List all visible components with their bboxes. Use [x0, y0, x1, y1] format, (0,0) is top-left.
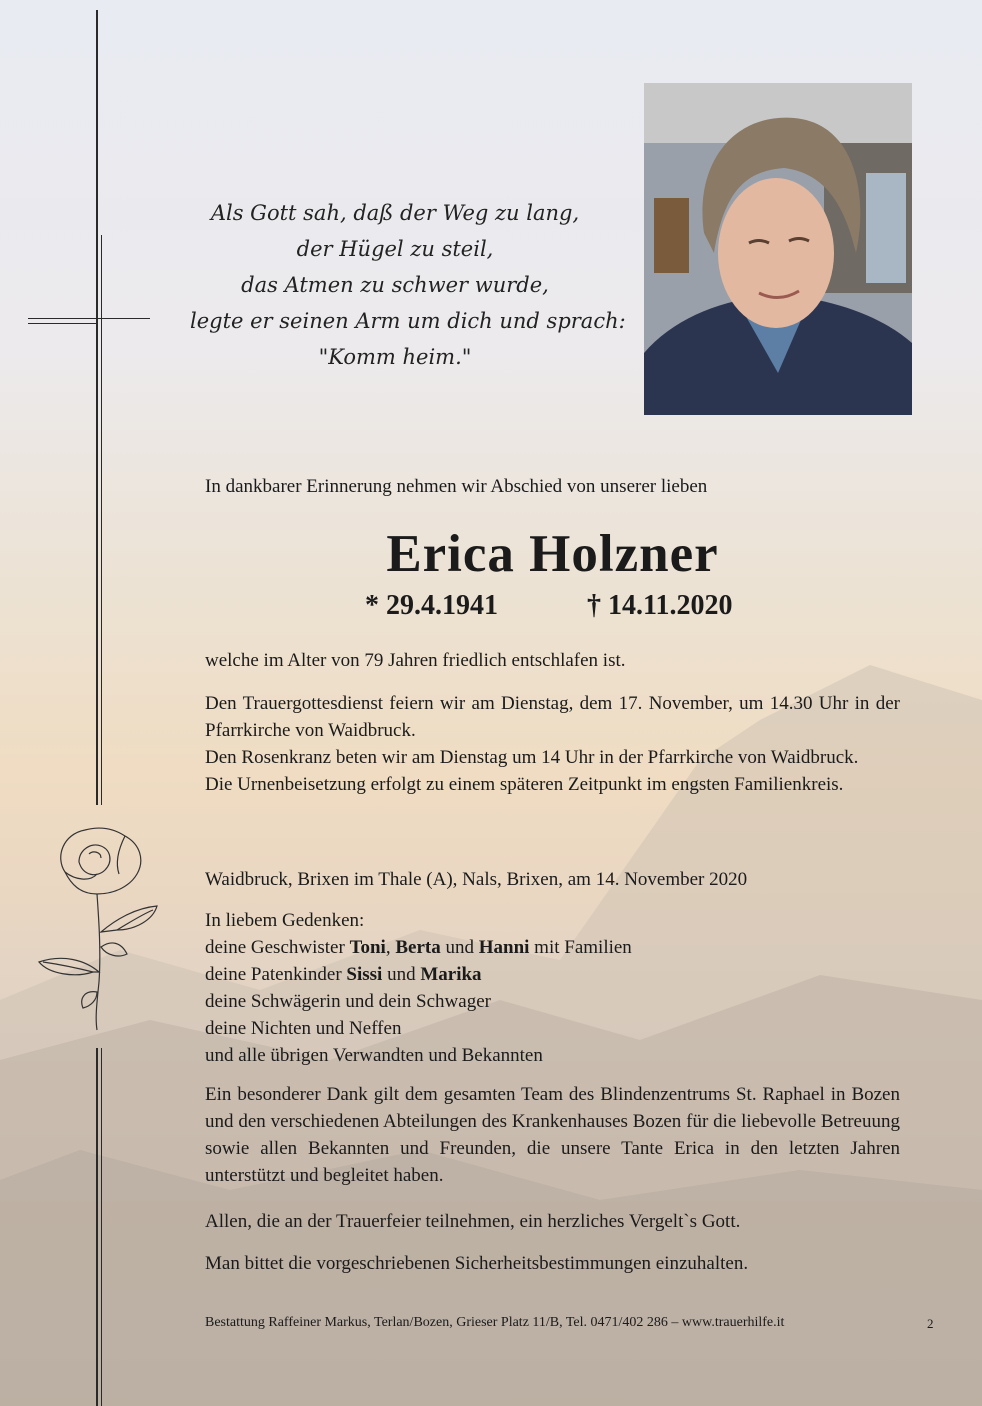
cross-horizontal-line	[28, 318, 150, 319]
quote-line: der Hügel zu steil,	[296, 237, 494, 261]
service-paragraph: Die Urnenbeisetzung erfolgt zu einem späteren Zeitpunkt im engsten Familienkreis.	[205, 774, 844, 795]
deceased-name: Erica Holzner	[386, 525, 719, 583]
place-and-date: Waidbruck, Brixen im Thale (A), Nals, Brixen, am 14. November 2020	[205, 869, 748, 890]
thanks-paragraph: Ein besonderer Dank gilt dem gesamten Team des Blindenzentrums St. Raphael in Bozen und den verschiedenen Abteilungen des Krankenhauses Bozen für die liebevolle Betreuung sowie allen Bekannten und Freunden, die unsere Tante Erica in den letzten Jahren unterstützt und begleitet haben.	[205, 1084, 900, 1186]
rose-icon	[35, 822, 180, 1032]
service-paragraph: Den Rosenkranz beten wir am Dienstag um 14 Uhr in der Pfarrkirche von Waidbruck.	[205, 747, 859, 768]
mourners-line: und alle übrigen Verwandten und Bekannten	[205, 1045, 543, 1066]
safety-notice: Man bittet die vorgeschriebenen Sicherheitsbestimmungen einzuhalten.	[205, 1253, 749, 1274]
memorial-quote	[190, 195, 626, 375]
death-date: † 14.11.2020	[587, 590, 733, 621]
mourners-list	[205, 907, 900, 1069]
quote-line: "Komm heim."	[318, 345, 472, 369]
funeral-home-footer: Bestattung Raffeiner Markus, Terlan/Bozen, Grieser Platz 11/B, Tel. 0471/402 286 – www.trauerhilfe.it	[205, 1315, 785, 1330]
birth-date: * 29.4.1941	[365, 590, 498, 621]
page-number: 2	[927, 1316, 934, 1331]
service-details	[205, 690, 900, 798]
cross-vertical-line-thin	[101, 235, 102, 805]
age-text: welche im Alter von 79 Jahren friedlich entschlafen ist.	[205, 650, 626, 671]
mourners-line: deine Nichten und Neffen	[205, 1018, 402, 1039]
service-paragraph: Den Trauergottesdienst feiern wir am Dienstag, dem 17. November, um 14.30 Uhr in der Pfarrkirche von Waidbruck.	[205, 693, 900, 741]
closing-text: Allen, die an der Trauerfeier teilnehmen, ein herzliches Vergelt`s Gott.	[205, 1211, 741, 1232]
intro-text: In dankbarer Erinnerung nehmen wir Abschied von unserer lieben	[205, 476, 708, 497]
quote-line: Als Gott sah, daß der Weg zu lang,	[210, 201, 580, 225]
mourners-line: deine Schwägerin und dein Schwager	[205, 991, 491, 1012]
cross-horizontal-line-thin	[28, 323, 98, 324]
mourners-line: deine Patenkinder Sissi und Marika	[205, 964, 482, 985]
cross-lower-line-thin	[101, 1048, 102, 1406]
mourners-line: deine Geschwister Toni, Berta und Hanni mit Familien	[205, 937, 632, 958]
mourners-heading: In liebem Gedenken:	[205, 910, 365, 931]
quote-line: legte er seinen Arm um dich und sprach:	[190, 309, 626, 333]
quote-line: das Atmen zu schwer wurde,	[241, 273, 549, 297]
cross-vertical-line	[96, 10, 98, 805]
portrait-photo	[644, 83, 912, 415]
cross-lower-line	[96, 1048, 98, 1406]
